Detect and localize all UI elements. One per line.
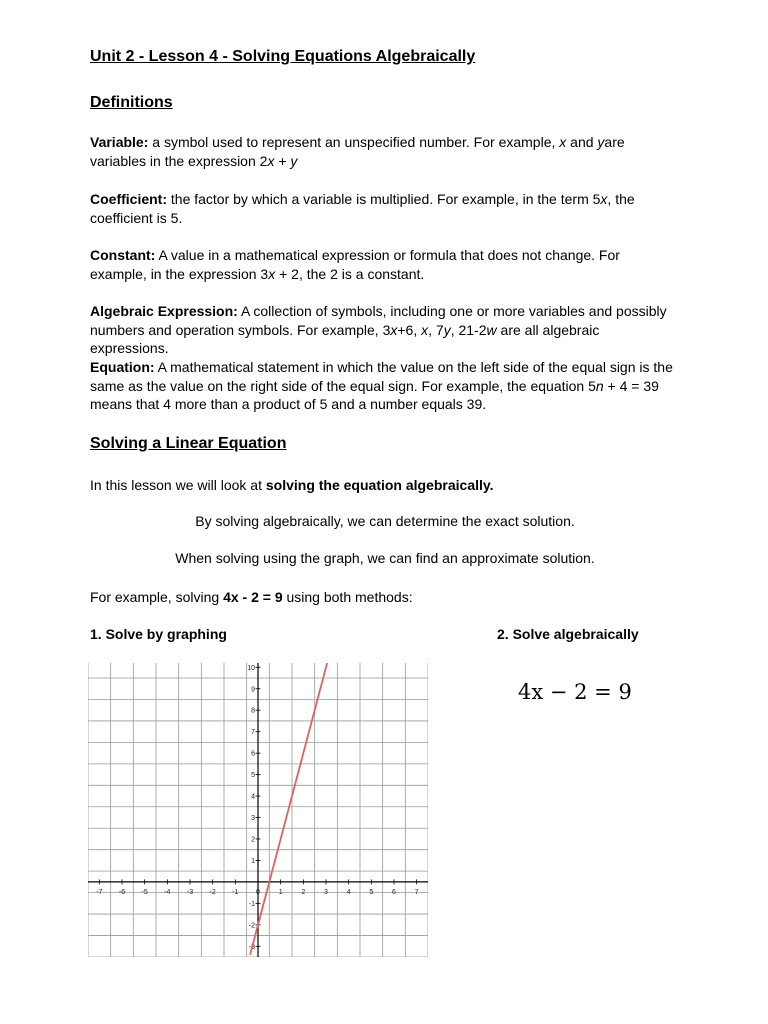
graph-chart: [88, 663, 428, 957]
y-tick-label: 10: [247, 664, 255, 672]
x-tick-label: -2: [209, 888, 216, 896]
y-tick-label: 4: [251, 793, 255, 801]
definition-equation: Equation: A mathematical statement in which the value on the left side of the equal sign is the same as the value on the right side of the equal sign. For example, the equation 5n + 4 = 39 means that 4 more than a product of 5 and a number equals 39.: [90, 359, 673, 412]
y-tick-label: 3: [251, 815, 255, 823]
method-algebraic-label: 2. Solve algebraically: [497, 626, 639, 642]
y-tick-label: 9: [251, 686, 255, 694]
x-tick-label: 6: [392, 888, 396, 896]
algebraic-equation: 4x − 2 = 9: [518, 680, 632, 704]
y-tick-label: 8: [251, 707, 255, 715]
solving-heading: Solving a Linear Equation: [90, 435, 287, 452]
exact-solution-text: By solving algebraically, we can determine the exact solution.: [195, 513, 575, 529]
x-tick-label: -4: [164, 888, 171, 896]
y-tick-label: 1: [251, 857, 255, 865]
x-tick-label: 5: [369, 888, 374, 896]
x-tick-label: 2: [301, 888, 306, 896]
definition-coefficient: Coefficient: the factor by which a variable is multiplied. For example, in the term 5x, the coefficient is 5.: [90, 191, 635, 226]
method-graphing-label: 1. Solve by graphing: [90, 626, 227, 642]
approximate-solution-text: When solving using the graph, we can find an approximate solution.: [175, 550, 595, 566]
definition-algebraic-expression: Algebraic Expression: A collection of symbols, including one or more variables and possibly numbers and operation symbols. For example, 3x+6, x, 7y, 21-2w are all algebraic expressions.: [90, 303, 667, 356]
y-tick-label: 6: [251, 750, 255, 758]
y-tick-label: 5: [251, 772, 255, 780]
y-tick-label: -1: [248, 900, 255, 908]
y-tick-label: 7: [251, 729, 255, 737]
y-tick-label: -2: [248, 922, 255, 930]
example-text: For example, solving 4x - 2 = 9 using both methods:: [90, 589, 413, 605]
y-tick-label: 2: [251, 836, 255, 844]
x-tick-label: -1: [232, 888, 239, 896]
definitions-heading: Definitions: [90, 94, 173, 111]
x-tick-label: -5: [141, 888, 148, 896]
x-tick-label: 0: [256, 888, 260, 896]
x-tick-label: -7: [96, 888, 103, 896]
x-tick-label: 4: [346, 888, 351, 896]
x-tick-label: -6: [118, 888, 126, 896]
definition-constant: Constant: A value in a mathematical expression or formula that does not change. For example, in the expression 3x + 2, the 2 is a constant.: [90, 247, 620, 282]
x-tick-label: -3: [186, 888, 194, 896]
y-tick-label: -3: [248, 943, 255, 951]
x-tick-label: 7: [414, 888, 419, 896]
x-tick-label: 1: [278, 888, 283, 896]
page-title: Unit 2 - Lesson 4 - Solving Equations Algebraically: [90, 48, 476, 65]
definition-variable: Variable: a symbol used to represent an unspecified number. For example, x and yare variables in the expression 2x + y: [90, 134, 625, 169]
solving-intro: In this lesson we will look at solving the equation algebraically.: [90, 477, 494, 493]
x-tick-label: 3: [324, 888, 328, 896]
